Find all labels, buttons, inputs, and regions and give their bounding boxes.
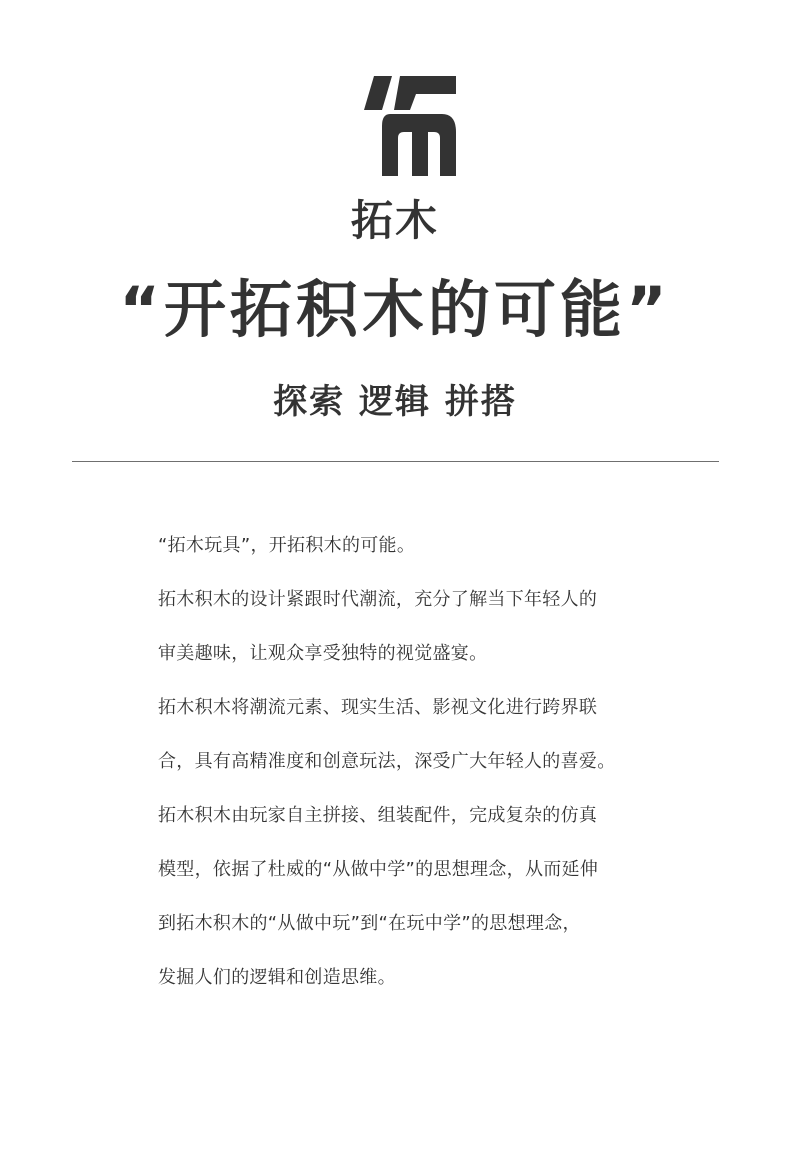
body-line: 审美趣味，让观众享受独特的视觉盛宴。	[158, 643, 488, 664]
tagline: 探索 逻辑 拼搭	[273, 382, 517, 422]
body-text	[158, 526, 678, 1012]
slogan-heading: “开拓积木的可能”	[119, 273, 671, 346]
tuomu-logo-icon	[356, 76, 456, 176]
body-line: 模型，依据了杜威的“从做中学”的思想理念，从而延伸	[158, 859, 599, 880]
body-line: 拓木积木的设计紧跟时代潮流，充分了解当下年轻人的	[158, 589, 598, 610]
body-line: 拓木积木由玩家自主拼接、组装配件，完成复杂的仿真	[158, 805, 598, 826]
body-line: “拓木玩具”，开拓积木的可能。	[158, 535, 416, 556]
body-line: 合，具有高精准度和创意玩法，深受广大年轻人的喜爱。	[158, 751, 616, 772]
body-line: 拓木积木将潮流元素、现实生活、影视文化进行跨界联	[158, 697, 598, 718]
body-line: 发掘人们的逻辑和创造思维。	[158, 967, 396, 988]
body-line: 到拓木积木的“从做中玩”到“在玩中学”的思想理念，	[158, 913, 581, 934]
brand-name: 拓木	[350, 196, 439, 245]
divider	[72, 461, 719, 462]
